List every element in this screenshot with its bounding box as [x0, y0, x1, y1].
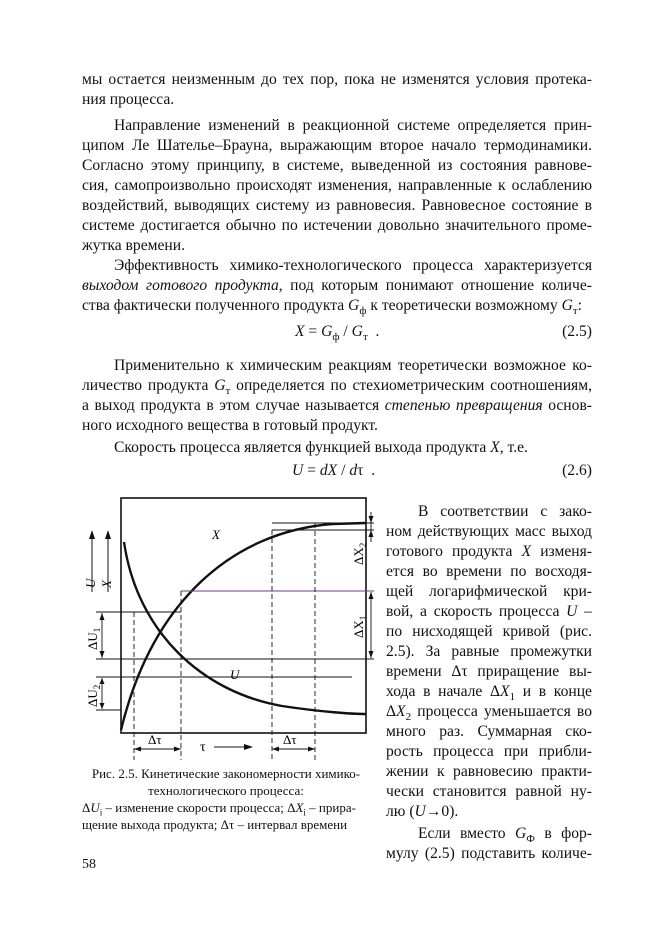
- text-run: :: [577, 297, 583, 314]
- symbol-x: X: [490, 439, 500, 456]
- text-run: Δ: [82, 800, 91, 815]
- text-line: Согласно этому принципу, в системе, выведенной из состояния равнове-: [82, 157, 592, 174]
- symbol-u: U: [566, 603, 578, 620]
- text-line: по нисходящей кривой (рис.: [386, 623, 592, 640]
- figure-frame: [121, 498, 366, 733]
- text-line: Направление изменений в реакционной системе определяется прин-: [114, 117, 592, 134]
- eq-op: /: [339, 323, 352, 340]
- text-line: жутка времени.: [82, 237, 186, 254]
- tau-axis-arrowhead: [244, 744, 253, 750]
- curve-u-label: U: [230, 667, 240, 682]
- text-run: Если вместо: [418, 825, 515, 842]
- text-run: – прира-: [305, 800, 356, 815]
- text-run: и в конце: [515, 683, 592, 700]
- text-line: чески становится равной ну-: [386, 783, 592, 800]
- symbol-g: G: [348, 297, 360, 314]
- text-line: [82, 438, 592, 457]
- text-line: времени Δτ приращение вы-: [386, 663, 592, 680]
- eq-var: G: [351, 323, 363, 340]
- symbol-x: X: [396, 703, 406, 720]
- text-run: – изменение скорости процесса; Δ: [102, 800, 296, 815]
- eq-op: .: [367, 323, 380, 340]
- subscript: i: [303, 807, 306, 818]
- eq-op: =: [303, 462, 320, 479]
- text-run: →0).: [425, 803, 459, 820]
- text-line: В соответствии с зако-: [418, 503, 592, 520]
- text-run: личество продукта: [82, 377, 215, 394]
- subscript: Ф: [526, 833, 535, 846]
- text-run: ства фактически полученного продукта: [82, 297, 349, 314]
- eq-var: d: [349, 462, 358, 479]
- text-run: , т.е.: [499, 439, 528, 456]
- dx1-arrow-top: [369, 592, 374, 599]
- text-line: [82, 296, 592, 321]
- eq-var: X: [295, 323, 305, 340]
- text-line: жении к равновесию практи-: [386, 763, 592, 780]
- axis-u-arrowhead: [89, 530, 95, 539]
- dx2-label: $\Delta X_2$: [351, 542, 368, 565]
- du1-arrow-bottom: [100, 651, 105, 658]
- text-line: мы остается неизменным до тех пор, пока не изменятся условия протека-: [82, 71, 592, 88]
- curve-x: [121, 523, 366, 730]
- dx1-arrow-bottom: [369, 651, 374, 658]
- curve-u: [124, 542, 366, 714]
- subscript: 1: [509, 691, 516, 704]
- text-run: основ-: [542, 397, 592, 414]
- text-run: –: [577, 603, 592, 620]
- symbol-g: G: [514, 825, 527, 842]
- text-line: ципом Ле Шателье–Брауна, выражающим второе начало термодинамики.: [82, 137, 592, 154]
- du2-label: $\Delta U_2$: [85, 684, 102, 707]
- text-line: мулу (2.5) подставить количе-: [386, 845, 592, 862]
- symbol-u: U: [414, 803, 426, 820]
- text-run: Скорость процесса является функцией выхода продукта: [114, 439, 491, 456]
- subscript: т: [572, 305, 578, 318]
- text-run: в фор-: [534, 825, 592, 842]
- eq-op: .: [363, 462, 376, 479]
- subscript: т: [225, 385, 231, 398]
- subscript: 2: [405, 711, 412, 724]
- eq-op: =: [304, 323, 322, 340]
- italic-term: степенью превращения: [384, 397, 543, 414]
- text-line: [386, 802, 592, 822]
- axis-u-label: U: [83, 578, 98, 588]
- axis-x-label: X: [99, 580, 114, 588]
- dtau-right-label: Δτ: [283, 732, 297, 747]
- text-line: системе достигается обычно по истечении довольно значительного проме-: [82, 217, 592, 234]
- text-line: щей логарифмической кри-: [386, 583, 592, 600]
- eq-var: dX: [319, 462, 338, 479]
- symbol-x: X: [521, 543, 532, 560]
- italic-term: выходом готового продукта: [82, 277, 279, 294]
- text-run: лю (: [386, 803, 415, 820]
- text-line: воздействий, выводящих систему из равновесия. Равновесное состояние в: [82, 197, 592, 214]
- text-line: ного исходного вещества в готовый продукт.: [82, 417, 378, 434]
- du1-label: $\Delta U_1$: [85, 627, 102, 650]
- text-run: процесса уменьшается во: [411, 703, 592, 720]
- text-run: Δ: [386, 703, 397, 720]
- text-run: , под которым понимают отношение количе-: [278, 277, 592, 294]
- subscript: i: [99, 807, 103, 818]
- text-run: хода в начале Δ: [386, 683, 501, 700]
- text-line: ния процесса.: [82, 91, 175, 108]
- equation-2-6: [292, 462, 375, 480]
- dx2-arrow-top: [369, 516, 374, 523]
- text-line: 2.5). За равные промежутки: [386, 643, 592, 660]
- dtau-right-arrow-a: [272, 747, 279, 752]
- subscript: ф: [332, 331, 340, 344]
- du1-arrow-top: [100, 613, 105, 620]
- symbol-g: G: [214, 377, 226, 394]
- tau-label: τ: [200, 740, 206, 755]
- equation-2-5: [295, 323, 379, 343]
- text-line: ном действующих масс выход: [386, 523, 592, 540]
- figure-caption-line: технологического процесса:: [148, 783, 304, 798]
- text-line: Применительно к химическим реакциям теоретически возможное ко-: [114, 357, 592, 374]
- du2-arrow-bottom: [100, 703, 105, 709]
- symbol-g: G: [561, 297, 573, 314]
- axis-x-arrowhead: [105, 530, 111, 539]
- text-line: Эффективность химико-технологического процесса характеризуется: [114, 257, 592, 274]
- eq-var: τ: [357, 462, 364, 479]
- dtau-left-label: Δτ: [148, 732, 162, 747]
- text-run: определяется по стехиометрическим соотношениям,: [230, 377, 592, 394]
- eq-op: /: [337, 462, 350, 479]
- curve-x-label: X: [212, 527, 220, 542]
- page-number: 58: [82, 857, 96, 872]
- text-run: к теоретически возможному: [366, 297, 562, 314]
- text-line: [82, 396, 592, 415]
- symbol-x: X: [500, 683, 510, 700]
- text-run: вой, а скорость процесса: [386, 603, 567, 620]
- kinetics-figure: [82, 492, 382, 762]
- eq-var: U: [292, 462, 304, 479]
- text-line: рость процесса при прибли-: [386, 743, 592, 760]
- text-line: [82, 276, 592, 295]
- dtau-left-arrow-a: [134, 747, 141, 752]
- eq-var: G: [321, 323, 333, 340]
- equation-number: (2.5): [562, 323, 592, 340]
- text-line: ется во времени по восходя-: [386, 563, 592, 580]
- figure-caption-line: щение выхода продукта; Δτ – интервал времени: [82, 817, 348, 832]
- text-line: [386, 602, 592, 622]
- equation-number: (2.6): [562, 462, 592, 479]
- text-line: сия, самопроизвольно происходят изменения, направленные к ослаблению: [82, 177, 592, 194]
- text-run: изменя-: [531, 543, 592, 560]
- subscript: ф: [359, 305, 367, 318]
- text-run: а выход продукта в этом случае называется: [82, 397, 385, 414]
- text-run: готового продукта: [386, 543, 522, 560]
- dx2-arrow-bottom: [369, 530, 374, 537]
- subscript: т: [362, 331, 368, 344]
- text-line: [386, 542, 592, 562]
- dtau-left-arrow-b: [174, 747, 181, 752]
- symbol-x: X: [295, 800, 304, 815]
- du2-arrow-top: [100, 678, 105, 684]
- dx1-label: $\Delta X_1$: [351, 615, 368, 638]
- figure-caption-line: Рис. 2.5. Кинетические закономерности химико-: [91, 766, 361, 781]
- text-line: много раз. Суммарная ско-: [386, 723, 592, 740]
- symbol-u: U: [90, 800, 100, 815]
- dtau-right-arrow-b: [308, 747, 315, 752]
